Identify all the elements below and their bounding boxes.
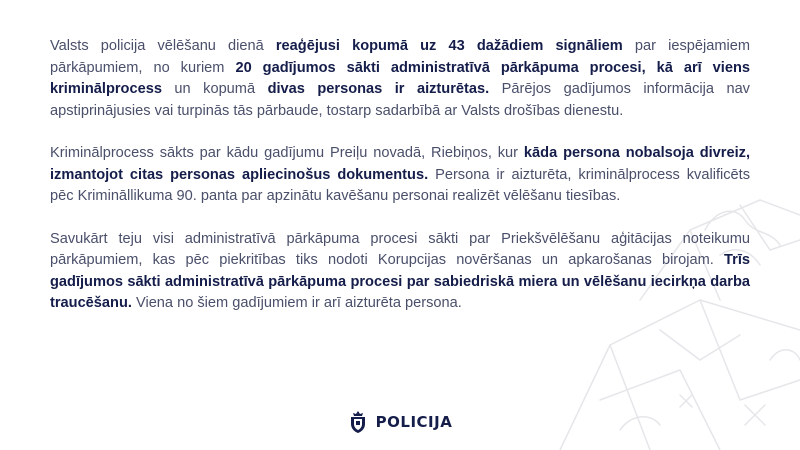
paragraph-3 [50,229,750,315]
article-body [50,36,750,336]
text-segment: Savukārt teju visi administratīvā pārkāpuma procesi sākti par Priekšvēlēšanu aģitācijas noteikumu pārkāpumiem, kas pēc piekritības tiks nodoti Korupcijas novēršanas un apkarošanas birojam. [50,230,750,268]
text-segment: Persona ir aizturēta, kriminālprocess kvalificēts pēc Krimināllikuma 90. panta par apzinātu kavēšanu personai realizēt vēlēšanu tiesības. [50,166,751,204]
footer-label: POLICIJA [375,413,453,431]
bold-text-segment: kāda persona nobalsoja divreiz, izmantojot citas personas apliecinošus dokumentus. [50,145,750,183]
text-segment: Valsts policija vēlēšanu dienā [50,38,276,54]
bold-text-segment: divas personas ir aizturētas. [267,81,490,97]
police-crest-icon [348,410,368,434]
text-segment: Viena no šiem gadījumiem ir arī aizturēta persona. [131,295,462,311]
text-segment: un kopumā [161,81,268,97]
bold-text-segment: 20 gadījumos sākti administratīvā pārkāpuma procesi, kā arī viens kriminālprocess [50,59,750,97]
paragraph-2 [50,143,750,208]
footer-logo [0,410,800,434]
text-segment: par iespējamiem pārkāpumiem, no kuriem [50,38,751,76]
bold-text-segment: Trīs gadījumos sākti administratīvā pārkāpuma procesi par sabiedriskā miera un vēlēšanu iecirkņa darba traucēšanu. [50,252,750,311]
paragraph-1 [50,36,750,122]
text-segment: Pārējos gadījumos informācija nav apstiprinājusies vai turpinās tās pārbaude, tostarp sadarbībā ar Valsts drošības dienestu. [50,81,750,119]
text-segment: Kriminālprocess sākts par kādu gadījumu Preiļu novadā, Riebiņos, kur [50,145,524,161]
bold-text-segment: reaģējusi kopumā uz 43 dažādiem signāliem [275,38,623,54]
